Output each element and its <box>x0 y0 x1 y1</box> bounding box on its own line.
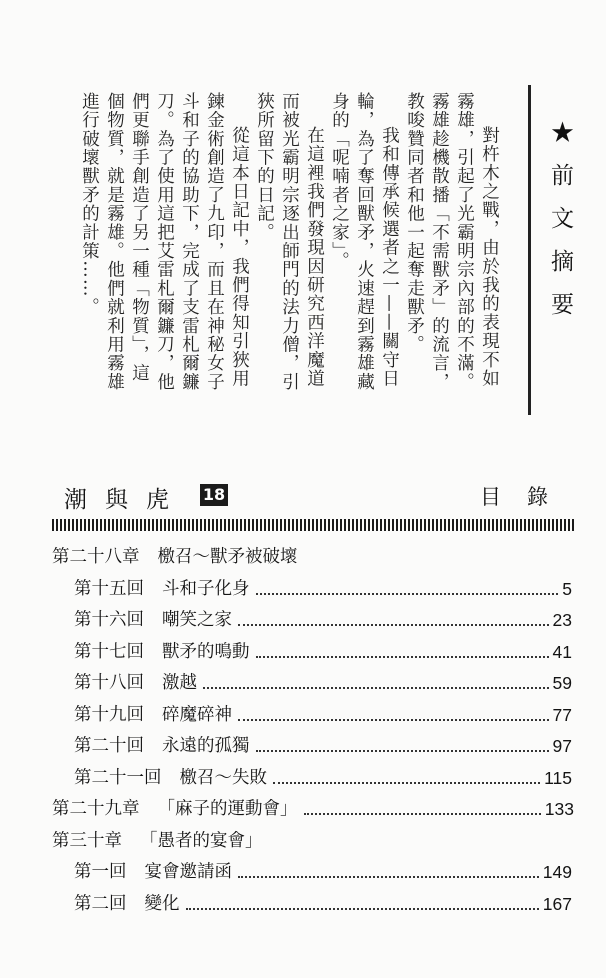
book-title: 潮與虎 <box>64 487 187 513</box>
summary-column: 進行破壞獸矛的計策……。 <box>79 92 100 317</box>
dot-leader <box>304 813 541 815</box>
summary-column: 狹所留下的日記。 <box>254 92 275 242</box>
toc-entry-page: 167 <box>542 893 572 914</box>
toc-entry-page: 77 <box>552 704 572 725</box>
toc-entry[interactable] <box>52 538 574 568</box>
dot-leader <box>256 593 559 595</box>
toc-entry[interactable] <box>74 570 572 600</box>
summary-column: 霧雄趁機散播「不需獸矛」的流言， <box>429 92 450 392</box>
toc-entry[interactable] <box>74 696 572 726</box>
toc-entry-number: 第十八回 <box>74 673 144 693</box>
dot-leader <box>256 656 549 658</box>
hatched-divider <box>52 519 574 531</box>
toc-entry[interactable] <box>74 601 572 631</box>
summary-column: 教唆贊同者和他一起奪走獸矛。 <box>404 92 425 354</box>
heading-divider <box>528 85 531 415</box>
toc-entry-page: 97 <box>552 736 572 756</box>
toc-entry[interactable] <box>74 853 572 883</box>
toc-entry[interactable] <box>52 790 574 820</box>
summary-column: 斗和子的協助下，完成了支雷札爾鐮 <box>179 92 200 392</box>
summary-column: 而被光霸明宗逐出師門的法力僧，引 <box>279 92 300 392</box>
volume-badge: 18 <box>200 484 228 506</box>
toc-entry-title: 獸矛的鳴動 <box>162 641 250 662</box>
summary-column: 鍊金術創造了九印，而且在神秘女子 <box>204 92 225 392</box>
toc-entry-number: 第三十章 <box>52 830 122 851</box>
summary-column: 個物質，就是霧雄。他們就利用霧雄 <box>104 92 125 392</box>
toc-entry-title: 嘲笑之家 <box>162 610 232 630</box>
toc-label: 目錄 <box>480 485 574 509</box>
toc-entry-number: 第二回 <box>74 893 127 914</box>
toc-entry[interactable] <box>74 727 572 757</box>
toc-entry-number: 第二十回 <box>74 736 144 756</box>
toc-entry-number: 第二十九章 <box>52 799 140 819</box>
toc-entry-number: 第二十八章 <box>52 547 140 567</box>
toc-entry-number: 第一回 <box>74 862 127 882</box>
summary-column: 在這裡我們發現因研究西洋魔道 <box>304 126 325 388</box>
toc-entry-number: 第十七回 <box>74 641 144 662</box>
summary-section <box>60 92 500 452</box>
toc-entry-number: 第十六回 <box>74 610 144 630</box>
summary-heading: ★前文摘要 <box>547 120 573 335</box>
dot-leader <box>186 908 539 910</box>
toc-entry-title: 激越 <box>162 673 197 693</box>
summary-column: 刀。為了使用這把艾雷札爾鐮刀，他 <box>154 92 175 392</box>
toc-entry-page: 59 <box>552 673 572 693</box>
toc-entry-page: 41 <box>552 641 572 662</box>
toc-header <box>64 481 574 515</box>
toc-entry-title: 檄召～失敗 <box>179 767 267 788</box>
summary-column: 身的「呢喃者之家」。 <box>329 92 350 271</box>
toc-entry[interactable] <box>52 822 574 852</box>
dot-leader <box>203 687 549 689</box>
dot-leader <box>273 782 540 784</box>
toc-entry-page: 149 <box>542 862 572 882</box>
summary-column: 我和傳承候選者之一——關守日 <box>379 126 400 388</box>
toc-entry-title: 永遠的孤獨 <box>162 736 250 756</box>
dot-leader <box>238 719 549 721</box>
summary-column: 從這本日記中，我們得知引狹用 <box>229 126 250 388</box>
toc-entry-title: 變化 <box>144 893 180 914</box>
toc-entry-page: 133 <box>544 799 574 819</box>
toc-entry[interactable] <box>74 664 572 694</box>
toc-entry-number: 第十九回 <box>74 704 144 725</box>
toc-entry-page: 5 <box>562 578 572 599</box>
toc-entry-title: 碎魔碎神 <box>162 704 232 725</box>
toc-entry-number: 第二十一回 <box>74 767 162 788</box>
toc-entry-title: 「愚者的宴會」 <box>140 830 263 851</box>
toc-entry-title: 斗和子化身 <box>162 578 250 599</box>
summary-column: 對杵木之戰，由於我的表現不如 <box>479 126 500 388</box>
dot-leader <box>238 876 539 878</box>
dot-leader <box>238 624 549 626</box>
summary-column: 們更聯手創造了另一種「物質」，這 <box>129 92 150 383</box>
toc-entry[interactable] <box>74 759 572 789</box>
toc-entry-page: 23 <box>552 610 572 630</box>
toc-entry-title: 「麻子的運動會」 <box>157 799 298 819</box>
toc-entry-title: 宴會邀請函 <box>144 862 232 882</box>
toc-entry-page: 115 <box>544 767 572 788</box>
toc-entry[interactable] <box>74 885 572 915</box>
toc-entry-title: 檄召～獸矛被破壞 <box>157 547 298 567</box>
dot-leader <box>256 750 549 752</box>
toc-entry[interactable] <box>74 633 572 663</box>
summary-column: 霧雄，引起了光霸明宗內部的不滿。 <box>454 92 475 392</box>
toc-entry-number: 第十五回 <box>74 578 144 599</box>
summary-column: 輪，為了奪回獸矛，火速趕到霧雄藏 <box>354 92 375 392</box>
